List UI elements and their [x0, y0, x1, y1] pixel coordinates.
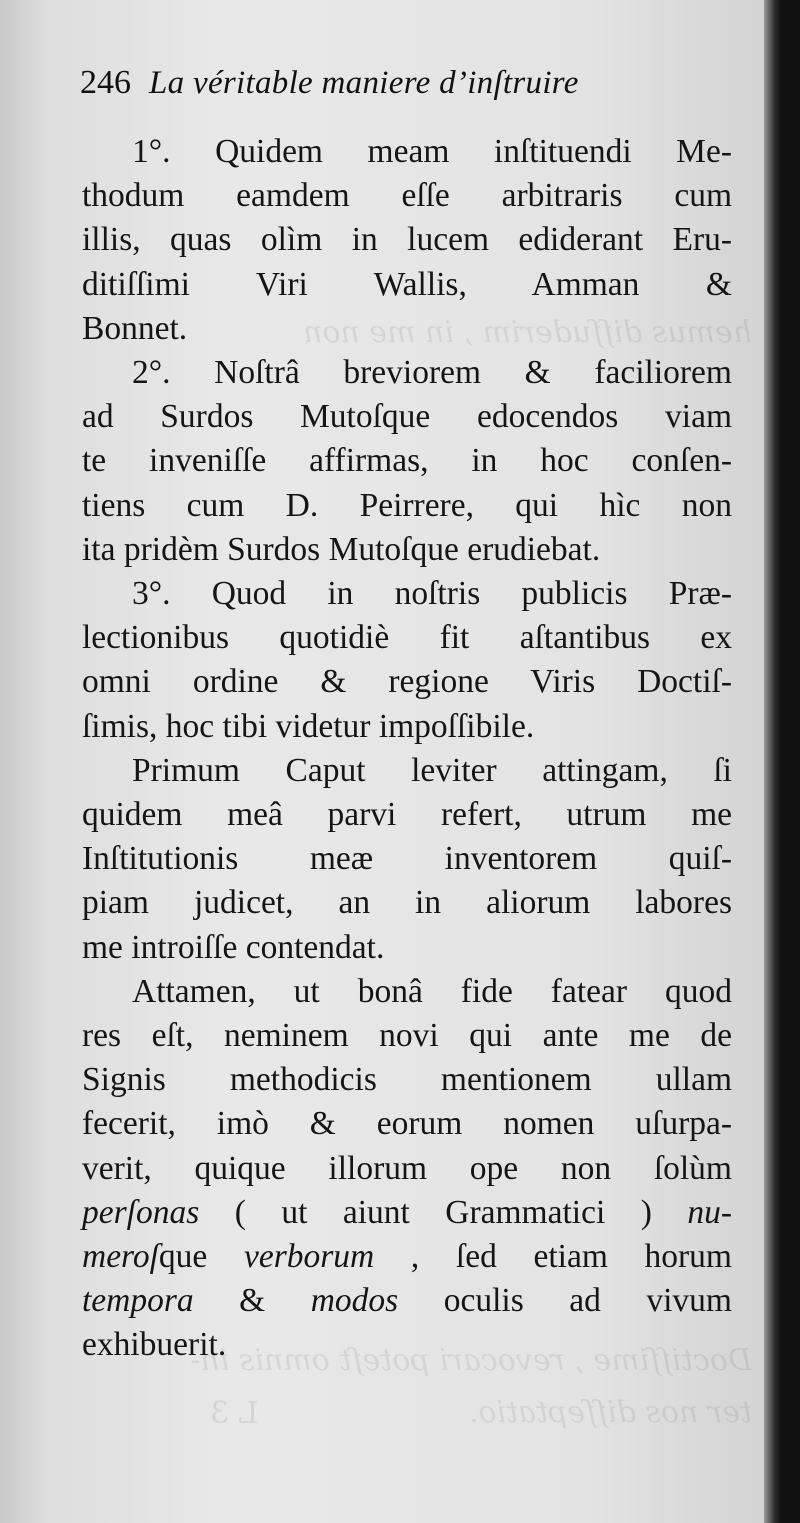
- page-edge-shadow: [764, 0, 782, 1523]
- text-line: [82, 1191, 732, 1235]
- text-line: 1°. Quidem meam inſtituendi Me-: [132, 133, 732, 170]
- show-through-line: hemus diſſuderim , in me non: [303, 315, 752, 350]
- italic-word: meroſ: [82, 1238, 159, 1275]
- show-through-line: Doctiſſime , revocari poteſt omnis in-: [190, 1343, 752, 1378]
- italic-word: perſonas: [82, 1193, 200, 1231]
- text-run: oculis ad vivum: [398, 1282, 732, 1320]
- text-line: [82, 1235, 732, 1279]
- show-through-signature: L 3: [210, 1396, 259, 1431]
- text-line: lectionibus quotidiè fit aſtantibus ex: [82, 619, 732, 657]
- text-line: res eſt, neminem novi qui ante me de: [82, 1017, 732, 1054]
- text-line: ita pridèm Surdos Mutoſque erudiebat.: [82, 530, 601, 568]
- text-line: me introiſſe contendat.: [82, 928, 385, 966]
- text-line: thodum eamdem eſſe arbitraris cum: [82, 177, 732, 215]
- text-run: &: [193, 1282, 311, 1320]
- text-line: ditiſſimi Viri Wallis, Amman &: [82, 265, 732, 303]
- text-run: , ſed etiam horum: [374, 1238, 732, 1275]
- text-line: piam judicet, an in aliorum labores: [82, 884, 732, 922]
- text-line: illis, quas olìm in lucem ediderant Eru-: [82, 221, 732, 259]
- page-number: 246: [80, 64, 131, 101]
- page-header: [80, 62, 730, 112]
- text-line: quidem meâ parvi refert, utrum me: [82, 796, 732, 833]
- text-line: omni ordine & regione Viris Doctiſ-: [82, 663, 732, 701]
- italic-word: verborum: [243, 1238, 375, 1275]
- text-line: te inveniſſe affirmas, in hoc conſen-: [82, 442, 732, 480]
- text-line: ad Surdos Mutoſque edocendos viam: [82, 398, 732, 436]
- text-line: Bonnet.: [82, 309, 188, 347]
- text-line: [82, 1279, 732, 1323]
- running-title: La véritable maniere d’inſtruire: [149, 65, 579, 101]
- text-line: exhibuerit.: [82, 1326, 227, 1364]
- text-line: verit, quique illorum ope non ſolùm: [82, 1149, 732, 1187]
- text-line: ſimis, hoc tibi videtur impoſſibile.: [82, 707, 535, 745]
- italic-word: tempora: [82, 1282, 194, 1320]
- text-line: Attamen, ut bonâ fide fatear quod: [132, 972, 732, 1010]
- text-line: 2°. Noſtrâ breviorem & faciliorem: [132, 354, 732, 391]
- text-line: 3°. Quod in noſtris publicis Præ-: [132, 575, 732, 612]
- text-line: tiens cum D. Peirrere, qui hìc non: [82, 486, 732, 524]
- italic-word: modos: [310, 1282, 399, 1320]
- text-run: que: [158, 1238, 244, 1275]
- italic-word: nu-: [687, 1193, 732, 1231]
- text-line: fecerit, imò & eorum nomen uſurpa-: [82, 1105, 732, 1143]
- show-through-line: ter nos diſſeptatio.: [469, 1395, 752, 1430]
- text-line: Inſtitutionis meæ inventorem quiſ-: [82, 840, 732, 878]
- text-line: Signis methodicis mentionem ullam: [82, 1061, 732, 1099]
- text-run: ( ut aiunt Grammatici ): [199, 1193, 688, 1231]
- text-line: Primum Caput leviter attingam, ſi: [132, 751, 732, 789]
